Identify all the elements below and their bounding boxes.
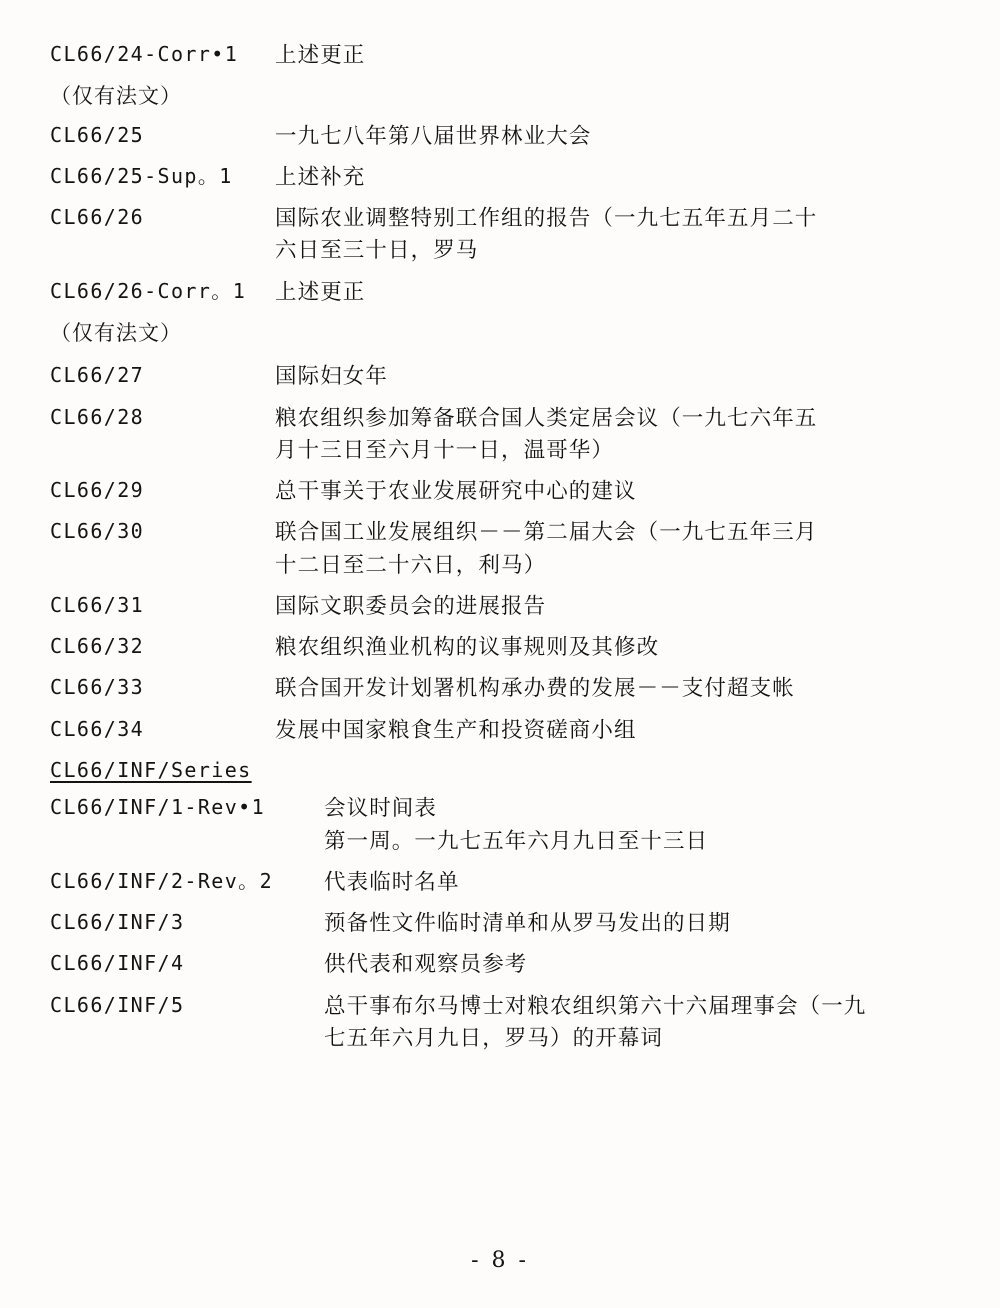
document-title-line: 国际文职委员会的进展报告 xyxy=(275,593,547,619)
document-title xyxy=(275,40,1000,72)
document-title xyxy=(322,949,1000,981)
document-title xyxy=(275,203,1000,268)
document-title xyxy=(275,476,1000,508)
document-title xyxy=(275,121,1000,153)
document-title-line: 总干事关于农业发展研究中心的建议 xyxy=(275,479,637,505)
document-title-line: 粮农组织参加筹备联合国人类定居会议（一九七六年五 xyxy=(275,405,818,431)
section-heading: CL66/INF/Series xyxy=(50,757,252,782)
document-symbol: CL66/31 xyxy=(50,592,145,617)
document-title-line: 国际妇女年 xyxy=(275,364,389,390)
document-entry xyxy=(0,715,1000,747)
document-symbol: CL66/INF/2-Rev。2 xyxy=(50,868,274,893)
document-title-line: 十二日至二十六日，利马） xyxy=(275,552,547,578)
document-title xyxy=(322,908,1000,940)
document-symbol: CL66/32 xyxy=(50,634,145,659)
document-title xyxy=(275,162,1000,194)
document-title xyxy=(275,361,1000,393)
document-title-line: 七五年六月九日，罗马）的开幕词 xyxy=(324,1025,664,1051)
document-title xyxy=(275,517,1000,582)
document-symbol: CL66/INF/4 xyxy=(50,951,185,976)
document-symbol: CL66/30 xyxy=(50,519,145,544)
document-title-line: 代表临时名单 xyxy=(324,869,460,895)
document-entry xyxy=(0,277,1000,309)
document-symbol: CL66/24-Corr•1 xyxy=(50,42,239,66)
document-symbol: CL66/34 xyxy=(50,716,145,741)
document-entry xyxy=(0,591,1000,623)
document-title xyxy=(275,715,1000,747)
document-entry xyxy=(0,793,1000,858)
document-entry xyxy=(0,40,1000,72)
document-title-line: 月十三日至六月十一日，温哥华） xyxy=(275,437,615,463)
document-title xyxy=(275,632,1000,664)
document-title-line: 第一周。一九七五年六月九日至十三日 xyxy=(324,828,709,854)
document-symbol: CL66/INF/1-Rev•1 xyxy=(50,795,266,820)
document-title xyxy=(275,277,1000,309)
document-title-line: 上述更正 xyxy=(275,279,366,305)
document-title xyxy=(275,403,1000,468)
document-symbol: CL66/26-Corr。1 xyxy=(50,278,247,303)
document-symbol-note: （仅有法文） xyxy=(50,320,182,345)
document-title-line: 国际农业调整特别工作组的报告（一九七五年五月二十 xyxy=(275,206,818,232)
document-entry xyxy=(0,867,1000,899)
document-title xyxy=(322,793,1000,858)
document-title-line: 联合国工业发展组织－－第二届大会（一九七五年三月 xyxy=(275,520,818,546)
document-title-line: 六日至三十日，罗马 xyxy=(275,238,479,264)
document-title-line: 供代表和观察员参考 xyxy=(324,952,528,978)
document-symbol: CL66/28 xyxy=(50,404,145,429)
document-title-line: 预备性文件临时清单和从罗马发出的日期 xyxy=(324,911,731,937)
document-title-line: 上述补充 xyxy=(275,164,366,190)
document-entry xyxy=(0,361,1000,393)
document-title-line: 一九七八年第八届世界林业大会 xyxy=(275,123,592,149)
document-title-line: 总干事布尔马博士对粮农组织第六十六届理事会（一九 xyxy=(324,993,867,1019)
document-symbol: CL66/26 xyxy=(50,205,145,230)
document-entry xyxy=(0,632,1000,664)
section-heading-row xyxy=(0,756,1000,784)
page-number: - 8 - xyxy=(471,1248,529,1273)
document-title xyxy=(322,991,1000,1056)
document-entry xyxy=(0,476,1000,508)
document-entry xyxy=(0,949,1000,981)
document-symbol-note: （仅有法文） xyxy=(50,84,182,109)
document-symbol: CL66/29 xyxy=(50,478,145,503)
document-title xyxy=(275,591,1000,623)
document-symbol: CL66/25-Sup。1 xyxy=(50,163,233,188)
document-title-line: 发展中国家粮食生产和投资磋商小组 xyxy=(275,717,637,743)
document-title-line: 上述更正 xyxy=(275,43,366,68)
document-title-line: 粮农组织渔业机构的议事规则及其修改 xyxy=(275,635,660,661)
document-title xyxy=(322,867,1000,899)
document-symbol: CL66/27 xyxy=(50,363,145,388)
document-title-line: 联合国开发计划署机构承办费的发展－－支付超支帐 xyxy=(275,676,795,702)
document-title-line: 会议时间表 xyxy=(324,796,438,822)
document-symbol: CL66/33 xyxy=(50,675,145,700)
document-entry xyxy=(0,517,1000,582)
document-entry xyxy=(0,673,1000,705)
document-entry xyxy=(0,403,1000,468)
document-entry xyxy=(0,908,1000,940)
document-title xyxy=(275,673,1000,705)
document-symbol: CL66/INF/5 xyxy=(50,992,185,1017)
document-entry xyxy=(0,991,1000,1056)
document-entry xyxy=(0,121,1000,153)
document-symbol: CL66/INF/3 xyxy=(50,910,185,935)
document-entry xyxy=(0,162,1000,194)
document-entry xyxy=(0,203,1000,268)
document-symbol: CL66/25 xyxy=(50,122,145,147)
